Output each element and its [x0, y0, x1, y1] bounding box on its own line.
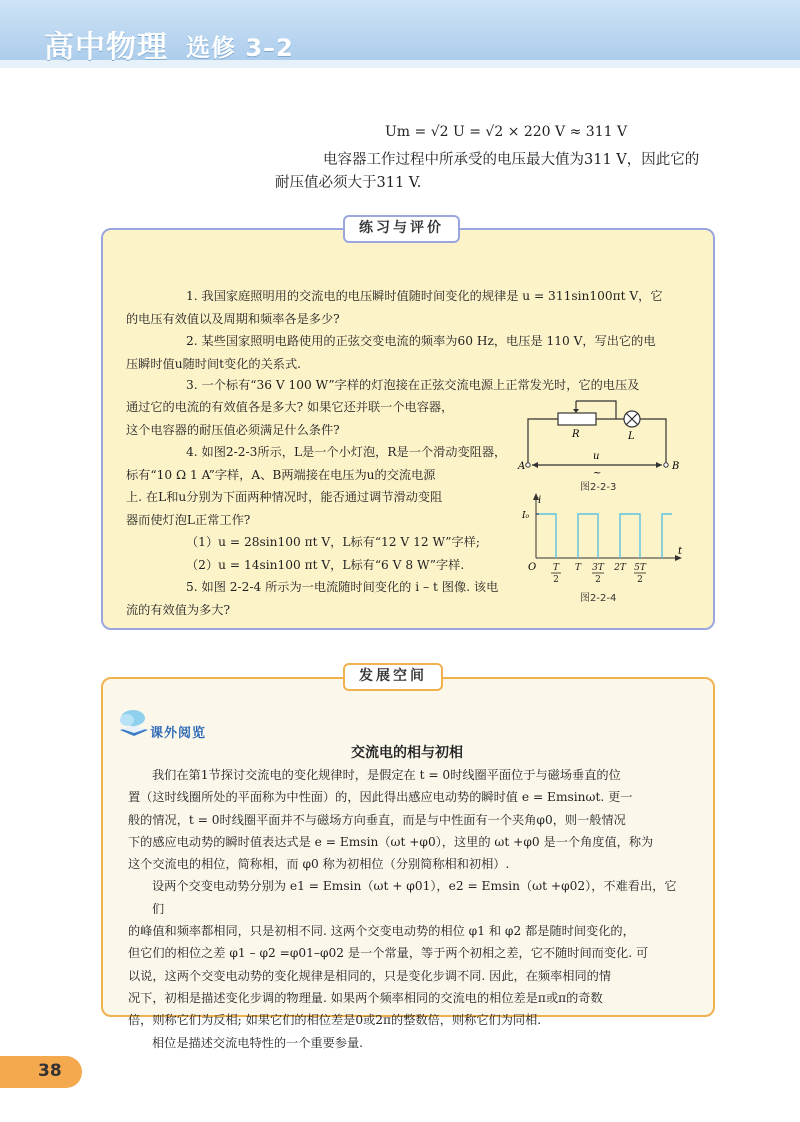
reading-line: 况下，初相是描述变化步调的物理量. 如果两个频率相同的交流电的相位差是π或π的奇数 — [128, 990, 603, 1005]
tick-label: T — [574, 563, 582, 573]
tick-label: T — [552, 563, 560, 573]
circuit-wire — [528, 419, 558, 465]
formula: Um = √2 U = √2 × 220 V ≈ 311 V — [385, 124, 628, 140]
circuit-wire — [640, 419, 666, 465]
reading-line: 般的情况，t = 0时线圈平面并不与磁场方向垂直，而是与中性面有一个夹角φ0，则一般情况 — [128, 812, 626, 827]
tick-label: 2T — [614, 563, 626, 573]
intro-paragraph — [275, 149, 735, 195]
current-waveform — [536, 514, 672, 558]
question-2 — [126, 330, 688, 375]
reading-line: 但它们的相位之差 φ1 – φ2 =φ01–φ02 是一个常量，等于两个初相之差，它不随时间而变化. 可 — [128, 946, 649, 961]
book-subtitle: 选修 3–2 — [186, 34, 294, 62]
question-line: 4. 如图2-2-3所示，L是一个小灯泡，R是一个滑动变阻器， — [186, 445, 507, 459]
reading-section-label: 课外阅览 — [150, 726, 207, 741]
question-5 — [126, 576, 514, 621]
rheostat-R — [558, 413, 596, 425]
reading-line: 相位是描述交流电特性的一个重要参量. — [152, 1035, 364, 1050]
reading-line: 这个交流电的相位，简称相，而 φ0 称为初相位（分别简称相和初相）. — [128, 857, 510, 872]
label-tilde: ~ — [593, 468, 602, 477]
label-I0: I₀ — [522, 511, 530, 521]
question-line: 这个电容器的耐压值必须满足什么条件? — [126, 422, 340, 437]
question-line: （2）u = 14sin100 πt V，L标有“6 V 8 W”字样. — [186, 557, 465, 572]
tick-label: 2 — [553, 575, 559, 585]
question-line: 器而使灯泡L正常工作? — [126, 512, 251, 527]
intro-line: 耐压值必须大于311 V. — [275, 175, 422, 191]
question-line: （1）u = 28sin100 πt V，L标有“12 V 12 W”字样; — [186, 535, 480, 549]
label-t: t — [678, 546, 683, 557]
question-3-line1 — [126, 374, 688, 397]
reading-title: 交流电的相与初相 — [351, 745, 463, 761]
figure-caption: 图2-2-4 — [580, 593, 617, 604]
question-1 — [126, 285, 688, 330]
reading-line: 以说，这两个交变电动势的变化规律是相同的，只是变化步调不同. 因此，在频率相同的情 — [128, 968, 612, 983]
exercise-title-tab: 练习与评价 — [343, 215, 460, 243]
reading-paragraph-1 — [128, 764, 684, 1054]
question-line: 1. 我国家庭照明用的交流电的电压瞬时值随时间变化的规律是 u = 311sin100πt V，它 — [186, 289, 663, 303]
reading-book-icon — [118, 708, 150, 738]
book-title: 高中物理 — [44, 30, 168, 65]
reading-line: 置（这时线圈所处的平面称为中性面）的，因此得出感应电动势的瞬时值 e = Emsinωt. 更一 — [128, 790, 633, 805]
question-4 — [126, 441, 514, 576]
reading-line: 倍，则称它们为反相; 如果它们的相位差是0或2π的整数倍，则称它们为同相. — [128, 1013, 542, 1028]
development-title-tab: 发展空间 — [343, 663, 443, 691]
label-A: A — [518, 461, 526, 472]
label-u: u — [593, 451, 600, 462]
label-L: L — [628, 431, 635, 442]
intro-line: 电容器工作过程中所承受的电压最大值为311 V，因此它的 — [323, 152, 700, 168]
question-3-rest — [126, 396, 514, 441]
question-line: 2. 某些国家照明电路使用的正弦交变电流的频率为60 Hz，电压是 110 V，写出它的电 — [186, 334, 656, 348]
page-header — [0, 0, 800, 68]
question-line: 3. 一个标有“36 V 100 W”字样的灯泡接在正弦交流电源上正常发光时，它的电压及 — [186, 378, 640, 392]
question-line: 流的有效值为多大? — [126, 602, 231, 617]
question-line: 标有“10 Ω 1 A”字样，A、B两端接在电压为u的交流电源 — [126, 467, 436, 482]
label-R: R — [572, 429, 580, 440]
figure-caption: 图2-2-3 — [580, 482, 617, 493]
reading-line: 下的感应电动势的瞬时值表达式是 e = Emsin（ωt +φ0），这里的 ωt +φ0 是一个角度值，称为 — [128, 834, 654, 849]
current-graph — [516, 490, 688, 588]
question-line: 5. 如图 2-2-4 所示为一电流随时间变化的 i – t 图像. 该电 — [186, 580, 499, 594]
tick-label: 2 — [637, 575, 643, 585]
question-line: 通过它的电流的有效值各是多大? 如果它还并联一个电容器， — [126, 400, 454, 414]
label-B: B — [672, 461, 680, 472]
label-i: i — [538, 495, 542, 506]
tick-label: 3T — [592, 563, 604, 573]
tick-label: 2 — [595, 575, 601, 585]
question-line: 上. 在L和u分别为下面两种情况时，能否通过调节滑动变阻 — [126, 490, 443, 504]
reading-line: 的峰值和频率都相同，只是初相不同. 这两个交变电动势的相位 φ1 和 φ2 都是随时间变化的， — [128, 924, 635, 939]
label-O: O — [528, 562, 537, 573]
tick-label: 5T — [634, 563, 646, 573]
page-number: 38 — [38, 1061, 62, 1081]
question-line: 压瞬时值u随时间t变化的关系式. — [126, 356, 302, 371]
reading-line: 我们在第1节探讨交流电的变化规律时，是假定在 t = 0时线圈平面位于与磁场垂直的位 — [152, 768, 621, 782]
reading-line: 设两个交变电动势分别为 e1 = Emsin（ωt + φ01），e2 = Emsin（ωt +φ02），不难看出，它们 — [152, 879, 677, 916]
circuit-figure — [516, 395, 686, 477]
page-number-tab — [0, 1056, 82, 1088]
question-line: 的电压有效值以及周期和频率各是多少? — [126, 311, 340, 326]
